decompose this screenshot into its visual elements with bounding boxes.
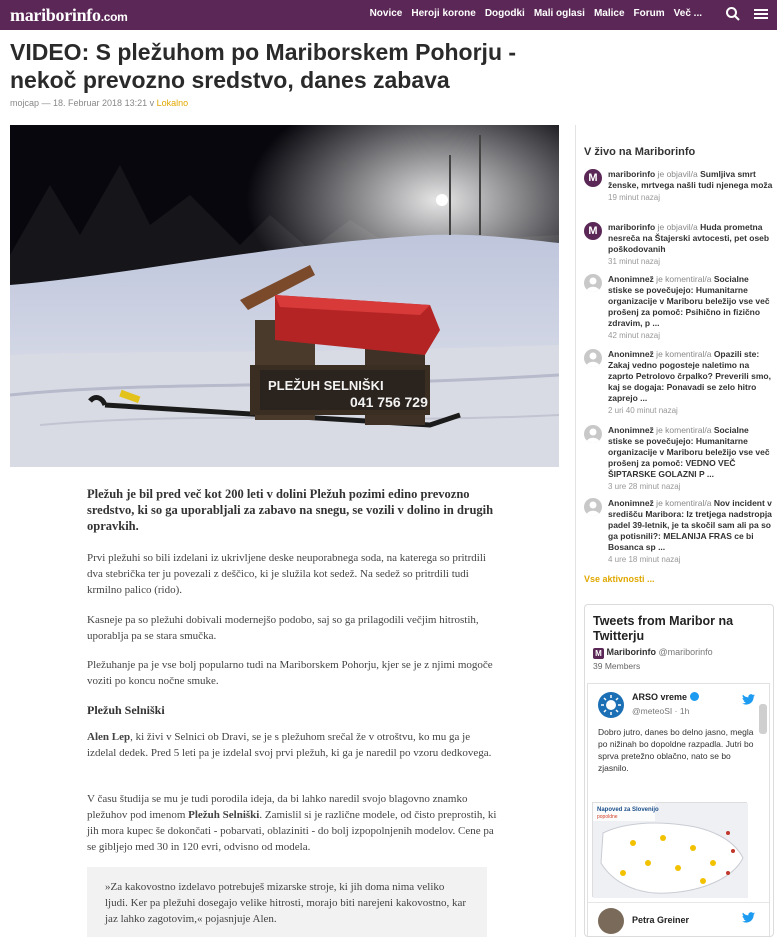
- article-date: — 18. Februar 2018 13:21 v: [39, 98, 157, 108]
- article-subheading: Pležuh Selniški: [87, 703, 165, 717]
- tweet-author-handle[interactable]: @meteoSI · 1h: [632, 706, 690, 716]
- feed-item[interactable]: Anonimnež je komentiral/a Nov incident v središču Maribora: Iz tretjega nadstropja padel 39-letnik, je ta skočil sam ali pa so ga potisnili?: MELANIJA FRAS ce bi Bosanca sp ... 4 ure 18 minut nazaj: [584, 498, 774, 566]
- article-paragraph-5: V času študija se mu je tudi porodila ideja, da bi lahko naredil svojo blagovno znamko pležuhov pod imenom Pležuh Selniški. Zamislil si je različne modele, od čisto preprostih, ki jih mora kupec še dokončati - pobarvati, oblaziniti - do bolj izpopolnjenih modelov. Cene pa se gibljejo med 30 in 120 evri, odvisno od modela.: [87, 793, 497, 853]
- article-paragraph-3: Pležuhanje pa je vse bolj popularno tudi na Mariborskem Pohorju, kjer se je z njimi mogoče voziti po koncu nočne smuke.: [87, 659, 493, 687]
- nav-item-novice[interactable]: Novice: [369, 8, 403, 19]
- nav-item-dogodki[interactable]: Dogodki: [484, 8, 525, 19]
- feed-item[interactable]: M mariborinfo je objavil/a Huda prometna nesreča na Štajerski avtocesti, pet oseb poškodovanih 31 minut nazaj: [584, 222, 774, 262]
- hamburger-menu-icon[interactable]: [753, 6, 769, 22]
- nav-item-forum[interactable]: Forum: [633, 8, 665, 19]
- person-name: Alen Lep: [87, 731, 131, 743]
- anonymous-avatar: [584, 274, 602, 292]
- nav-item-vec[interactable]: Več ...: [673, 8, 702, 19]
- twitter-members-count[interactable]: 39 Members: [593, 661, 641, 671]
- weather-map-title: Napoved za Slovenijo: [597, 807, 659, 813]
- sidebar-title: V živo na Mariborinfo: [584, 146, 696, 158]
- twitter-bird-icon[interactable]: [742, 692, 755, 703]
- tweet2-author-name[interactable]: Petra Greiner: [632, 915, 690, 925]
- petra-greiner-avatar[interactable]: [598, 908, 624, 934]
- timeline-scrollbar[interactable]: [759, 704, 767, 734]
- twitter-bird-icon[interactable]: [742, 910, 755, 921]
- article-lead: Pležuh je bil pred več kot 200 leti v dolini Pležuh pozimi edino prevozno sredstvo, ki so ga uporabljali za zabavo na snegu, se vozili v dolino in drugih opravkih.: [87, 487, 494, 533]
- article-author[interactable]: mojcap: [10, 98, 40, 108]
- article-paragraph-2: Kasneje pa so pležuhi dobivali modernejšo podobo, saj so ga prilagodili večjim hitrostih, uporablja pa se stara smučka.: [87, 614, 479, 642]
- anonymous-avatar: [584, 498, 602, 516]
- verified-icon: [690, 692, 699, 701]
- tweet-author-name[interactable]: ARSO vreme: [632, 692, 699, 702]
- nav-item-mali-oglasi[interactable]: Mali oglasi: [533, 8, 585, 19]
- tweet-text: Dobro jutro, danes bo delno jasno, megla po nižinah bo dopoldne razpadla. Jutri bo sprva pretežno oblačno, nato se bo zjasnilo.: [598, 727, 754, 773]
- article-title: VIDEO: S pležuhom po Mariborskem Pohorju - nekoč prevozno sredstvo, danes zabava: [10, 39, 517, 93]
- nav-item-heroji-korone[interactable]: Heroji korone: [411, 8, 476, 19]
- feed-item[interactable]: Anonimnež je komentiral/a Opazili ste: Zakaj vedno pogosteje naletimo na zaprto Petrolovo črpalko? Preverili smo, kaj se dogaja: Ponavadi se zelo hitro zaprejo ... 2 uri 40 minut nazaj: [584, 349, 774, 417]
- tweet-weather-map-image[interactable]: [592, 802, 747, 897]
- feed-item[interactable]: Anonimnež je komentiral/a Socialne stiske se povečujejo: Humanitarne organizacije v Mariboru beležijo vse več prošenj za pomoč: VEDNO VEČ ŠIPTARSKE GOLAZNI P ... 3 ure 28 minut nazaj: [584, 425, 774, 493]
- article-paragraph-4: Alen Lep, ki živi v Selnici ob Dravi, se je s pležuhom srečal že v otroštvu, ko mu ga je izdelal dedek. Pred 5 leti pa je izdelal svoj prvi pležuh, ki ga je naredil po vzoru dedkovega.: [87, 731, 492, 759]
- mariborinfo-avatar: M: [584, 169, 602, 187]
- twitter-widget-title[interactable]: Tweets from Maribor na Twitterju: [593, 614, 734, 643]
- anonymous-avatar: [584, 349, 602, 367]
- mariborinfo-avatar: M: [584, 222, 602, 240]
- see-all-activities-link[interactable]: Vse aktivnosti ...: [584, 574, 655, 584]
- twitter-list-owner[interactable]: M Mariborinfo @mariborinfo: [593, 647, 713, 659]
- article-paragraph-1: Prvi pležuhi so bili izdelani iz ukrivljene deske neuporabnega soda, na katerega so pritrdili dva stebrička ter ju povezali z deščico, ki je služila kot sedež. Na sedež so pritrdili tudi krmilno palico (rido).: [87, 552, 486, 596]
- weather-map-subtitle: popoldne: [597, 814, 618, 820]
- feed-item[interactable]: M mariborinfo je objavil/a Sumljiva smrt ženske, mrtvega našli tudi njenega moža 19 minut nazaj: [584, 169, 774, 209]
- mariborinfo-icon: M: [593, 648, 604, 659]
- article-hero-image: [10, 125, 559, 467]
- article-category-link[interactable]: Lokalno: [156, 98, 189, 108]
- tweet-separator: [588, 902, 769, 903]
- tweet-timeline[interactable]: [587, 683, 770, 937]
- image-sign-text-1: PLEŽUH SELNIŠKI: [268, 378, 384, 393]
- twitter-widget: [584, 604, 774, 937]
- brand-name: Pležuh Selniški: [188, 809, 260, 821]
- anonymous-avatar: [584, 425, 602, 443]
- article-meta: [10, 98, 188, 108]
- arso-avatar[interactable]: [598, 692, 624, 718]
- main-nav: [370, 8, 702, 19]
- image-sign-text-2: 041 756 729: [350, 394, 428, 410]
- nav-item-malice[interactable]: Malice: [593, 8, 625, 19]
- site-logo[interactable]: mariborinfo.com: [10, 5, 128, 25]
- article-quote: »Za kakovostno izdelavo potrebuješ mizarske stroje, ki jih doma nima veliko ljudi. Ker pa pležuhi dosegajo velike hitrosti, morajo biti narejeni kakovostno, kar jaz lahko zagotovim,« pojasnjuje Alen.: [87, 867, 487, 937]
- top-navigation-bar: [0, 0, 777, 30]
- search-icon[interactable]: [725, 6, 741, 22]
- sidebar-divider: [575, 125, 576, 937]
- feed-item[interactable]: Anonimnež je komentiral/a Socialne stiske se povečujejo: Humanitarne organizacije v Mariboru beležijo vse več prošenj za pomoč: Psihično in fizično zdravim, p ... 42 minut nazaj: [584, 274, 774, 342]
